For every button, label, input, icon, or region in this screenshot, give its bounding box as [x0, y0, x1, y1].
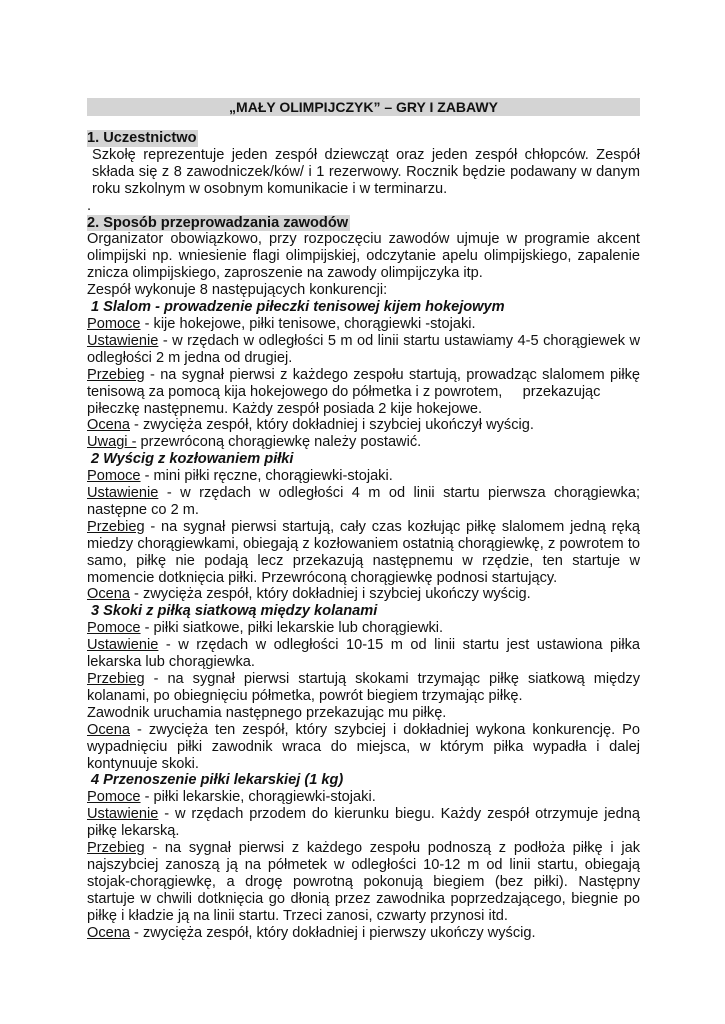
term-label: Przebieg: [87, 366, 145, 383]
rule-text: - mini piłki ręczne, chorągiewki-stojaki.: [140, 468, 393, 485]
rule-text: - zwycięża zespół, który dokładniej i szybciej ukończy wyścig.: [130, 586, 531, 603]
term-label: Przebieg: [87, 840, 145, 857]
paragraph-line: tenisową za pomocą kija hokejowego do półmetka i z powrotem, przekazując: [87, 383, 601, 400]
paragraph-line: olimpijski np. wniesienie flagi olimpijskiej, odczytanie apelu olimpijskiego, zapalenie: [87, 248, 640, 265]
rule-text: - zwycięża zespół, który dokładniej i szybciej ukończył wyścig.: [130, 417, 534, 434]
paragraph-line: lekarska lub chorągiewka.: [87, 654, 255, 671]
paragraph-line: piłkę lekarską.: [87, 823, 180, 840]
paragraph-line: kontynuuje skoki.: [87, 755, 199, 772]
term-label: Ustawienie: [87, 332, 159, 349]
paragraph-line: Organizator obowiązkowo, przy rozpoczęciu zawodów ujmuje w programie akcent: [87, 231, 640, 248]
term-label: Ustawienie: [87, 637, 159, 654]
rule-text: - w rzędach w odległości 4 m od linii startu pierwsza chorągiewka;: [158, 485, 640, 502]
rule-line: [87, 806, 640, 823]
rule-text: - piłki lekarskie, chorągiewki-stojaki.: [140, 789, 376, 806]
term-label: Przebieg: [87, 671, 145, 687]
term-label: Ocena: [87, 417, 130, 434]
section-sposob: [87, 215, 640, 942]
document-title: „MAŁY OLIMPIJCZYK” – GRY I ZABAWY: [87, 98, 640, 116]
paragraph-line: znicza olimpijskiego, zaproszenie na zawody olimpijczyka itp.: [87, 265, 483, 282]
rule-line: [87, 333, 640, 350]
rule-text: - na sygnał pierwsi z każdego zespołu startują, prowadząc slalomem piłkę: [144, 366, 640, 383]
rule-line: [87, 367, 640, 384]
rule-text: - w rzędach przodem do kierunku biegu. Każdy zespół otrzymuje jedną: [158, 806, 640, 823]
term-label: Ocena: [87, 721, 130, 738]
paragraph-line: startuje w chwili dotknięcia go dłonią przez zawodnika poprzedzającego, biegnie po: [87, 890, 640, 907]
rule-text: - piłki siatkowe, piłki lekarskie lub chorągiewki.: [140, 620, 444, 637]
term-label: Ustawienie: [87, 806, 159, 823]
paragraph-line: Zespół wykonuje 8 następujących konkurencji:: [87, 282, 388, 299]
rule-text: - w rzędach w odległości 10-15 m od linii startu jest ustawiona piłka: [158, 637, 640, 654]
rule-line: [87, 722, 640, 739]
term-label: Ocena: [87, 924, 130, 941]
paragraph-line: odległości 2 m jedna od drugiej.: [87, 349, 293, 366]
paragraph-line: miedzy chorągiewkami, obiegają z kozłowaniem ostatnią chorągiewkę, z powrotem to: [87, 535, 640, 552]
rule-text: - kije hokejowe, piłki tenisowe, chorągiewki -stojaki.: [140, 315, 476, 332]
competition-title: 3 Skoki z piłką siatkową między kolanami: [91, 603, 378, 620]
rule-line: [87, 586, 640, 603]
paragraph-line: piłkę i kładzie ją na linii startu. Trzeci zanosi, czwarty przynosi itd.: [87, 907, 508, 924]
term-label: Pomoce: [87, 789, 141, 806]
rule-text: - zwycięża ten zespół, który szybciej i dokładniej wykona konkurencję. Po: [130, 721, 640, 738]
paragraph-line: stojak-chorągiewkę, a drogę powrotną pokonują biegiem (bez piłki). Następny: [87, 873, 640, 890]
rule-line: [87, 840, 640, 857]
term-label: Uwagi -: [87, 434, 137, 451]
term-label: Ocena: [87, 586, 130, 603]
rule-text: - na sygnał pierwsi z każdego zespołu podnoszą z podłoża piłkę i jak: [144, 840, 640, 857]
rule-line: [87, 671, 640, 688]
term-label: Pomoce: [87, 315, 141, 332]
section-uczestnictwo: [87, 130, 640, 215]
paragraph-line: wypadnięciu piłki zawodnik wraca do miejsca, w którym piłka wypadła i dalej: [87, 738, 640, 755]
term-label: Pomoce: [87, 468, 141, 485]
paragraph-line: składa się z 8 zawodniczek/ków/ i 1 rezerwowy. Rocznik będzie podawany w danym: [92, 163, 640, 180]
rule-text: - w rzędach w odległości 5 m od linii startu ustawiamy 4-5 chorągiewek w: [158, 332, 640, 349]
paragraph-line: samo, piłkę nie podają lecz przekazują następnemu w rzędzie, ten startuje w: [87, 552, 640, 569]
rule-line: [87, 485, 640, 502]
paragraph-line: momencie dotknięcia piłki. Przewróconą chorągiewkę podnosi startujący.: [87, 569, 558, 586]
rule-line: [87, 925, 640, 942]
paragraph-line: najszybciej zanoszą ją na półmetek w odległości 10-12 m od linii startu, obiegają: [87, 856, 640, 873]
paragraph-line: piłeczkę następnemu. Każdy zespół posiada 2 kije hokejowe.: [87, 400, 483, 417]
competition-title: 4 Przenoszenie piłki lekarskiej (1 kg): [91, 772, 344, 789]
paragraph-line: roku szkolnym w osobnym komunikacie i w terminarzu.: [92, 180, 448, 197]
rule-text: - zwycięża zespół, który dokładniej i pierwszy ukończy wyścig.: [130, 924, 536, 941]
rule-text: przewróconą chorągiewkę należy postawić.: [136, 434, 422, 451]
competition-title: 2 Wyścig z kozłowaniem piłki: [91, 451, 294, 468]
rule-text: - na sygnał pierwsi startują, cały czas kozłując piłkę slalomem jedną ręką: [144, 518, 640, 535]
term-label: Pomoce: [87, 620, 141, 637]
rule-line: [87, 468, 640, 485]
section-heading: 1. Uczestnictwo: [87, 130, 197, 146]
rule-line: [87, 789, 640, 806]
rule-line: [87, 417, 640, 434]
rule-line: [87, 316, 640, 333]
term-label: Ustawienie: [87, 485, 159, 502]
rule-line: [87, 620, 640, 637]
paragraph-line: .: [87, 197, 92, 214]
rule-line: [87, 434, 640, 451]
paragraph-line: Szkołę reprezentuje jeden zespół dziewcząt oraz jeden zespół chłopców. Zespół: [92, 146, 640, 163]
rule-line: [87, 519, 640, 536]
section-heading: 2. Sposób przeprowadzania zawodów: [87, 214, 349, 231]
rule-line: [87, 637, 640, 654]
paragraph-line: następne co 2 m.: [87, 501, 199, 518]
paragraph-line: kolanami, po obiegnięciu półmetka, powrót biegiem trzymając piłkę.: [87, 687, 523, 704]
paragraph-line: Zawodnik uruchamia następnego przekazując mu piłkę.: [87, 704, 447, 721]
rule-text: - na sygnał pierwsi startują skokami trzymając piłkę siatkową między: [144, 671, 640, 687]
competition-title: 1 Slalom - prowadzenie piłeczki tenisowej kijem hokejowym: [91, 299, 505, 316]
term-label: Przebieg: [87, 518, 145, 535]
